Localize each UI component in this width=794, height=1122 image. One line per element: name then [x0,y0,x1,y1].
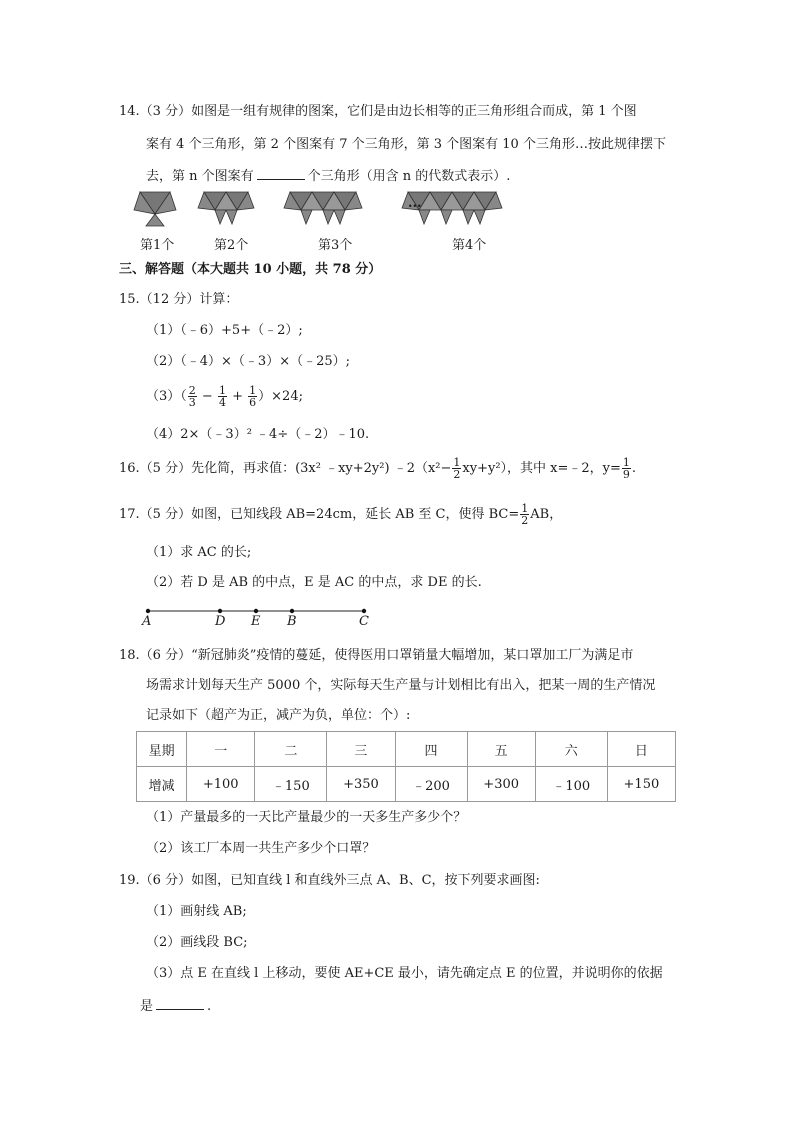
table-cell: +350 [327,767,395,802]
q15-part3 [146,382,303,412]
frac-den: 9 [622,468,630,481]
q14-line1: 14.（3 分）如图是一组有规律的图案，它们是由边长相等的正三角形组合而成，第 1 个图 [119,104,637,119]
point-label-d: D [215,614,226,629]
frac-den: 4 [218,396,226,409]
q18-part1: （1）产量最多的一天比产量最少的一天多生产多少个？ [146,810,467,825]
frac-den: 3 [188,396,196,409]
frac-num: 1 [453,456,461,469]
table-cell: 一 [187,732,255,767]
q19-stem: 19.（6 分）如图，已知直线 l 和直线外三点 A、B、C，按下列要求画图: [119,873,540,888]
table-cell: +300 [467,767,535,802]
table-cell: ﹣100 [535,767,607,802]
table-cell: 四 [395,732,467,767]
q18-line1: 18.（6 分）“新冠肺炎”疫情的蔓延，使得医用口罩销量大幅增加，某口罩加工厂为满足市 [119,648,634,663]
q19-end-after: . [207,999,212,1014]
q14-line2: 案有 4 个三角形，第 2 个图案有 7 个三角形，第 3 个图案有 10 个三角形…按此规律摆下 [146,137,666,152]
figure-2 [198,192,254,224]
frac-den: 2 [521,514,529,527]
q17-stem [119,500,562,530]
q15-op1: − [201,389,213,404]
q14-ellipsis: ... [408,196,422,211]
point-b-dot [290,609,294,613]
frac-num: 1 [218,384,226,397]
frac-num: 1 [521,502,529,515]
q19-part1: （1）画射线 AB; [146,904,247,919]
frac-num: 1 [622,456,630,469]
q15-part3-suffix: ）×24; [258,389,303,404]
fraction-1-4 [218,385,227,408]
table-row [137,767,676,802]
table-cell: 三 [327,732,395,767]
table-cell: 五 [467,732,535,767]
q14-line3 [146,167,510,185]
q19-answer-blank [156,997,204,1010]
q17-stem1: 17.（5 分）如图，已知线段 AB=24cm，延长 AB 至 C，使得 BC= [119,507,520,522]
q14-figure-label-3: 第3个 [318,238,353,253]
q17-stem2: AB， [530,507,563,522]
fraction-2-3 [188,385,197,408]
q18-line2: 场需求计划每天生产 5000 个，实际每天生产量与计划相比有出入，把某一周的生产情况 [146,678,656,693]
table-cell: ﹣150 [255,767,327,802]
point-a-dot [146,609,150,613]
table-cell: 星期 [137,732,187,767]
q14-figure-label-1: 第1个 [140,238,175,253]
q18-line3: 记录如下（超产为正，减产为负，单位：个）: [146,708,411,723]
q16-part3: . [631,461,637,476]
frac-num: 2 [188,384,196,397]
q17-part2: （2）若 D 是 AB 的中点，E 是 AC 的中点，求 DE 的长. [146,575,482,590]
point-label-a: A [142,614,152,629]
q14-line3-after: 个三角形（用含 n 的代数式表示）. [307,169,511,184]
q15-part4: （4）2×（﹣3）² ﹣4÷（﹣2）﹣10. [146,427,370,442]
q19-part3: （3）点 E 在直线 l 上移动，要使 AE+CE 最小，请先确定点 E 的位置，并说明你的依据 [146,966,663,981]
q15-part1: （1）（﹣6）+5+（﹣2）; [146,323,303,338]
table-header-row [137,732,676,767]
point-label-e: E [251,614,261,629]
production-table [136,731,676,802]
q16-part1: 16.（5 分）先化简，再求值：(3x² ﹣xy+2y²) ﹣2（x²− [119,461,452,476]
fraction-1-6 [248,385,257,408]
q15-stem: 15.（12 分）计算： [119,292,239,307]
q17-part1: （1）求 AC 的长; [146,545,252,560]
table-cell: 二 [255,732,327,767]
q16-part2: xy+y²），其中 x=﹣2，y= [462,461,621,476]
point-label-b: B [287,614,297,629]
section-3-title: 三、解答题（本大题共 10 小题，共 78 分） [119,262,382,277]
q14-triangle-figures [130,188,570,233]
q18-part2: （2）该工厂本周一共生产多少个口罩？ [146,841,376,856]
table-cell: +100 [187,767,255,802]
point-label-c: C [359,614,369,629]
table-cell: ﹣200 [395,767,467,802]
q19-part2: （2）画线段 BC; [146,935,248,950]
q15-part2: （2）（﹣4）×（﹣3）×（﹣25）; [146,354,351,369]
point-d-dot [218,609,222,613]
frac-num: 1 [249,384,257,397]
q15-op2: + [232,389,244,404]
q14-figure-label-4: 第4个 [452,238,487,253]
table-cell: 增减 [137,767,187,802]
q19-part3-end [140,997,211,1015]
q19-end-before: 是 [140,999,154,1014]
table-cell: 六 [535,732,607,767]
fraction-1-9 [622,457,631,480]
fraction-1-2 [452,457,461,480]
q15-part3-prefix: （3）（ [146,389,187,404]
q14-line3-before: 去，第 n 个图案有 [146,169,254,184]
table-cell: +150 [607,767,675,802]
point-c-dot [362,609,366,613]
fraction-1-2 [520,503,529,526]
point-e-dot [254,609,258,613]
table-cell: 日 [607,732,675,767]
figure-3 [284,192,362,224]
figure-1 [134,192,176,226]
frac-den: 2 [453,468,461,481]
q14-answer-blank [257,167,305,180]
q16-line [119,454,636,484]
frac-den: 6 [249,396,257,409]
q14-figure-label-2: 第2个 [214,238,249,253]
